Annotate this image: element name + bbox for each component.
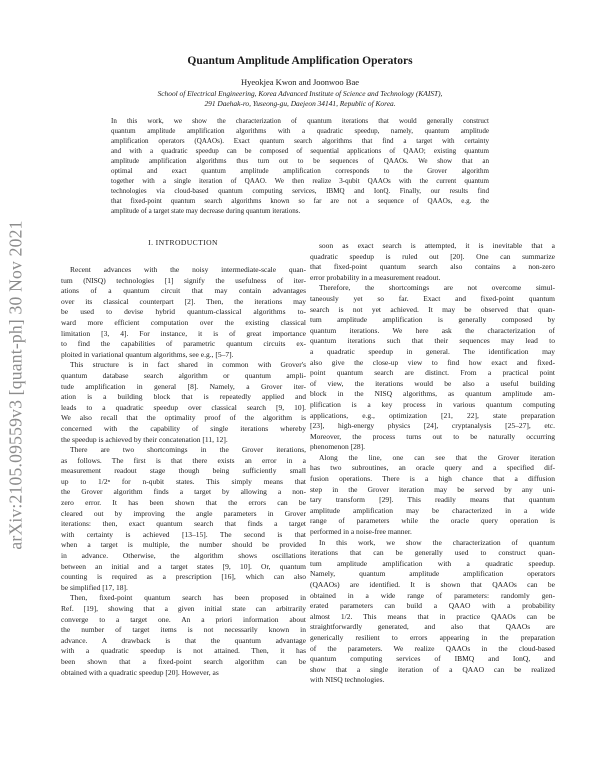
text-line: [23], high-energy physics [24], cryptanalysis [25–27], etc. bbox=[310, 421, 555, 431]
text-line: tary transform [29]. This readily means that quantum bbox=[310, 495, 555, 505]
text-line: when a target is multiple, the number should be provided bbox=[61, 540, 306, 550]
paragraph bbox=[61, 265, 306, 360]
text-line: limitation [3, 4]. For instance, it is of great importance bbox=[61, 328, 306, 338]
text-line: straightforwardly generated, and also that QAAOs are bbox=[310, 622, 555, 632]
text-line: point quantum search are distinct. From a practical point bbox=[310, 368, 555, 378]
text-line: quantum computing services of IBMQ and IonQ, and bbox=[310, 654, 555, 664]
text-line: be simplified [17, 18]. bbox=[61, 582, 128, 592]
text-line: iterations that can be generally used to construct quan- bbox=[310, 548, 555, 558]
paragraph bbox=[61, 445, 306, 593]
text-line: Ref. [19], showing that a given initial state can arbitrarily bbox=[61, 604, 306, 613]
text-line: erated parameters can build a QAAO with a probability bbox=[310, 601, 555, 611]
text-line: There are two shortcomings in the Grover iterations, bbox=[70, 445, 306, 455]
arxiv-stamp bbox=[2, 175, 30, 595]
text-line: ploited in variational quantum algorithms, see e.g., [5–7]. bbox=[61, 349, 234, 359]
text-line: to find the capabilities of parametric quantum circuits ex- bbox=[61, 339, 306, 349]
text-line: Then, fixed-point quantum search has been proposed in bbox=[70, 593, 306, 603]
text-line: together with a single iteration of QAAO. We then realize 3-qubit QAAOs with the current quantum bbox=[111, 177, 489, 186]
right-column bbox=[310, 241, 555, 686]
text-line: the number of target items is not necessarily known in bbox=[61, 625, 306, 635]
paragraph bbox=[310, 283, 555, 453]
text-line: ward more efficient computation over the existing classical bbox=[61, 317, 306, 327]
paragraph bbox=[310, 453, 555, 538]
text-line: show that a single iteration of a QAAO can be realized bbox=[310, 664, 555, 674]
text-line: quantum amplitude amplification algorithms with a quadratic speedup, namely, quantum amplitude bbox=[111, 127, 489, 136]
section-heading: I. INTRODUCTION bbox=[148, 238, 218, 247]
text-line: amplification operators (QAAOs). Exact quantum search algorithms that find a target with certainty bbox=[111, 137, 489, 146]
text-line: converge to a target one. An a priori information about bbox=[61, 614, 306, 624]
text-line: has two subroutines, an oracle query and a specified dif- bbox=[310, 463, 555, 473]
text-line: zero error. It has been shown that the errors can be bbox=[61, 498, 306, 508]
text-line: Therefore, the shortcomings are not overcome simul- bbox=[319, 283, 555, 293]
text-line: counting is required as a prescription [16], which can also bbox=[61, 572, 306, 582]
text-line: that fixed-point quantum search algorithms known so far are not a sequence of QAAOs, e.g. the bbox=[111, 197, 489, 206]
text-line: amplitude amplification algorithms thus turn out to be sequences of QAAOs. We show that an bbox=[111, 157, 489, 166]
text-line: ation is a building block that is repeatedly applied and bbox=[61, 392, 306, 402]
text-line: Recent advances with the noisy intermediate-scale quan- bbox=[70, 265, 306, 274]
text-line: over its classical counterpart [2]. Then, the iterations may bbox=[61, 296, 306, 306]
text-line: In this work, we show the characterization of quantum iterations that would generally construct bbox=[111, 117, 489, 125]
text-line: soon as exact search is attempted, it is inevitable that a bbox=[319, 241, 555, 250]
text-line: concerned with the capability of single iterations whereby bbox=[61, 423, 306, 433]
text-line: between an initial and a target states [9, 10]. Or, quantum bbox=[61, 561, 306, 571]
text-line: Moreover, the process turns out to be naturally occurring bbox=[310, 431, 555, 441]
text-line: quadratic speedup is ruled out [20]. One can summarize bbox=[310, 251, 555, 261]
affiliation-line: School of Electrical Engineering, Korea Advanced Institute of Science and Technology (KAIST), bbox=[157, 89, 443, 98]
text-line: step in the Grover iteration may be served by any uni- bbox=[310, 484, 555, 494]
arxiv-identifier: arXiv:2105.09559v3 [quant-ph] 30 Nov 2021 bbox=[5, 220, 26, 550]
text-line: We also recall that the optimality proof of the algorithm is bbox=[61, 413, 306, 423]
text-line: the speedup is achieved by their concatenation [11, 12]. bbox=[61, 434, 228, 444]
text-line: been shown that a fixed-point search algorithm can be bbox=[61, 656, 306, 666]
text-line: with certainty is achieved [13–15]. The second is that bbox=[61, 529, 306, 539]
text-line: taneously yet so far. Exact and fixed-point quantum bbox=[310, 293, 555, 303]
paragraph bbox=[310, 241, 555, 283]
text-line: quantum database search algorithm or quantum ampli- bbox=[61, 370, 306, 380]
text-line: tum amplitude amplification with a quadratic speedup. bbox=[310, 558, 555, 568]
paragraph bbox=[61, 360, 306, 445]
text-line: applications, e.g., optimization [21, 22], state preparation bbox=[310, 410, 555, 420]
text-line: that fixed-point quantum search also contains a non-zero bbox=[310, 262, 555, 272]
text-line: tum (NISQ) technologies [1] signify the usefulness of iter- bbox=[61, 275, 306, 285]
text-line: amplitude amplification may be characterized in a wide bbox=[310, 505, 555, 515]
text-line: search is not yet achieved. It may be observed that quan- bbox=[310, 304, 555, 314]
text-line: fusion operations. There is a high chance that a diffusion bbox=[310, 474, 555, 484]
text-line: with a quadratic speedup is not attained. Then, it has bbox=[61, 646, 306, 656]
text-line: technologies via cloud-based quantum computing services, IBMQ and IonQ. Finally, our results find bbox=[111, 187, 489, 196]
text-line: with NISQ technologies. bbox=[310, 675, 385, 685]
text-line: in advance. Otherwise, the algorithm shows oscillations bbox=[61, 551, 306, 561]
paragraph bbox=[310, 538, 555, 686]
text-line: tude amplification in general [8]. Namely, a Grover iter- bbox=[61, 381, 306, 391]
text-line: measurement readout stage though being sufficiently small bbox=[61, 466, 306, 476]
text-line: block in the NISQ algorithms, as quantum amplitude am- bbox=[310, 389, 555, 399]
text-line: of view, the iterations would be also a useful building bbox=[310, 378, 555, 388]
text-line: generically resilient to errors appearing in the preparation bbox=[310, 632, 555, 642]
text-line: and with a quadratic speedup can be composed of sequential applications of QAAO; existing quantum bbox=[111, 147, 489, 156]
text-line: the Grover algorithm finds a target by allowing a non- bbox=[61, 487, 306, 497]
text-line: performed in a noise-free manner. bbox=[310, 527, 412, 537]
text-line: obtained with a quadratic speedup [20]. However, as bbox=[61, 667, 219, 677]
text-line: ations of a quantum circuit that may contain advantages bbox=[61, 286, 306, 296]
text-line: advance. A drawback is that the quantum advantage bbox=[61, 635, 306, 645]
paragraph bbox=[61, 593, 306, 678]
text-line: Along the line, one can see that the Grover iteration bbox=[319, 452, 555, 462]
text-line: quantum iterations such that their sequences may lead to bbox=[310, 336, 555, 346]
text-line: (QAAOs) are identified. It is shown that QAAOs can be bbox=[310, 580, 555, 589]
paper-title: Quantum Amplitude Amplification Operators bbox=[187, 55, 413, 67]
text-line: Namely, quantum amplitude amplification operators bbox=[310, 569, 555, 579]
text-line: of the parameters. We realize QAAOs in the cloud-based bbox=[310, 643, 555, 653]
affiliation-line: 291 Daehak-ro, Yuseong-gu, Daejeon 34141, Republic of Korea. bbox=[204, 99, 396, 108]
text-line: almost 1/2. This means that in practice QAAOs can be bbox=[310, 611, 555, 621]
text-line: optimal and exact quantum amplitude amplification corresponds to the Grover algorithm bbox=[111, 167, 489, 176]
text-line: obtained in a wide range of parameters: randomly gen- bbox=[310, 590, 555, 600]
text-line: range of parameters while the oracle query operation is bbox=[310, 516, 555, 526]
text-line: up to 1/2ⁿ for n-qubit states. This simply means that bbox=[61, 476, 306, 486]
text-line: quantum iterations. We here ask the characterization of bbox=[310, 325, 555, 335]
text-line: tum amplitude amplification is generally composed by bbox=[310, 315, 555, 325]
text-line: as follows. The first is that there exists an error in a bbox=[61, 455, 306, 465]
text-line: phenomenon [28]. bbox=[310, 442, 365, 452]
text-line: cleared out by improving the angle parameters in Grover bbox=[61, 508, 306, 518]
text-line: error probability in a measurement readout. bbox=[310, 272, 441, 282]
text-line: leads to a quadratic speedup over classical search [9, 10]. bbox=[61, 402, 306, 412]
text-line: This structure is in fact shared in common with Grover's bbox=[70, 360, 306, 370]
left-column bbox=[61, 265, 306, 678]
paper-authors: Hyeokjea Kwon and Joonwoo Bae bbox=[240, 77, 360, 87]
text-line: a quadratic speedup in general. The identification may bbox=[310, 346, 555, 356]
text-line: amplitude of a target state may decrease during quantum iterations. bbox=[111, 207, 301, 216]
text-line: iterations: then, exact quantum search that finds a target bbox=[61, 519, 306, 529]
text-line: plification is a key process in various quantum computing bbox=[310, 399, 555, 409]
text-line: In this work, we show the characterization of quantum bbox=[319, 537, 555, 547]
text-line: also give the close-up view to find how exact and fixed- bbox=[310, 357, 555, 367]
abstract bbox=[111, 116, 489, 216]
text-line: be used to devise hybrid quantum-classical algorithms to- bbox=[61, 307, 306, 317]
